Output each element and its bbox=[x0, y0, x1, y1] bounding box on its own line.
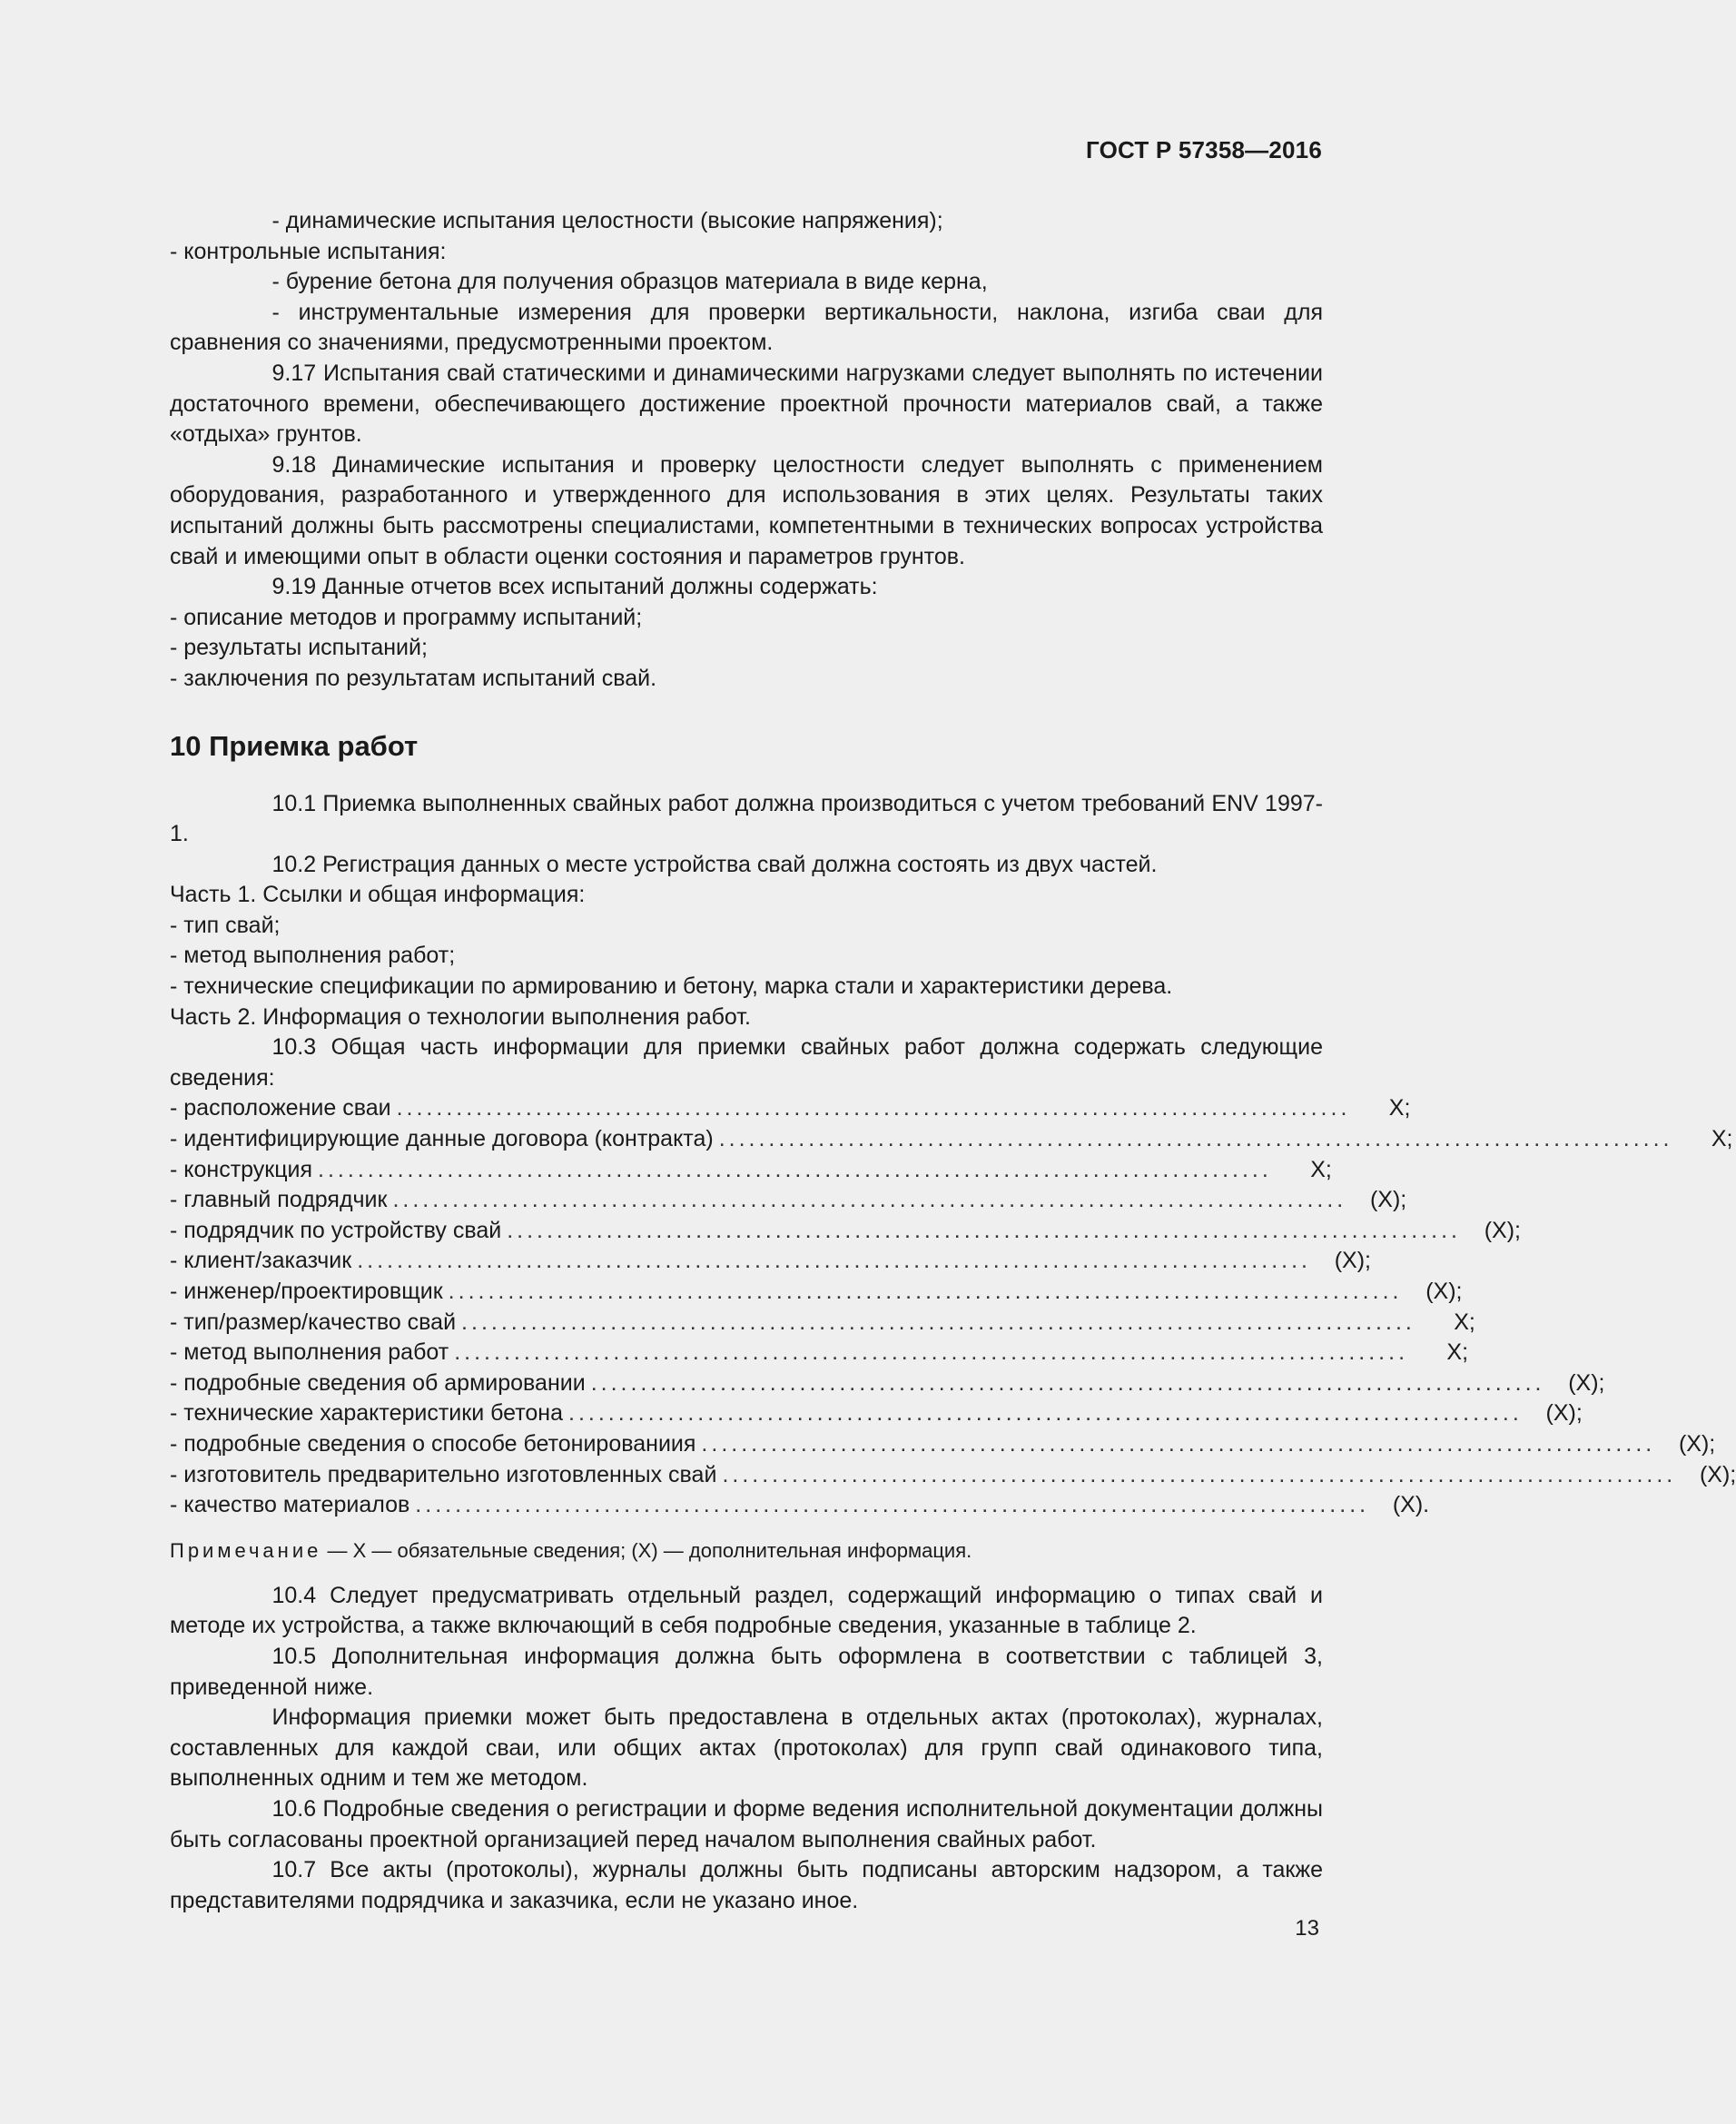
paragraph: - инструментальные измерения для проверки вертикальности, наклона, изгиба сваи для сравнения со значениями, предусмотренными проектом. bbox=[170, 299, 1323, 356]
list-item: - описание методов и программу испытаний; bbox=[170, 604, 643, 630]
document-code: ГОСТ Р 57358—2016 bbox=[1086, 136, 1322, 163]
item-value: X; bbox=[1446, 1339, 1469, 1366]
dotted-list-item bbox=[170, 1338, 1469, 1368]
paragraph: Часть 1. Ссылки и общая информация: bbox=[170, 882, 586, 908]
leader-dots: ................................................................................................ bbox=[396, 1095, 1351, 1121]
paragraph-10-3: 10.3 Общая часть информации для приемки свайных работ должна содержать следующие сведения: bbox=[170, 1034, 1323, 1091]
dotted-list-item bbox=[170, 1429, 1716, 1460]
item-label: - технические характеристики бетона bbox=[170, 1400, 563, 1427]
list-item: - результаты испытаний; bbox=[170, 635, 428, 661]
dotted-list-item bbox=[170, 1216, 1521, 1247]
leader-dots: ................................................................................................ bbox=[357, 1248, 1311, 1274]
item-label: - метод выполнения работ bbox=[170, 1339, 449, 1366]
leader-dots: ................................................................................................ bbox=[415, 1492, 1370, 1518]
note bbox=[170, 1537, 1323, 1565]
paragraph: Информация приемки может быть предоставлена в отдельных актах (протоколах), журналах, составленных для каждой сваи, или общих актах (протоколах) для групп свай одинакового типа, выполненных одним и тем же методом. bbox=[170, 1704, 1323, 1792]
leader-dots: ................................................................................................ bbox=[718, 1126, 1673, 1152]
item-label: - тип/размер/качество свай bbox=[170, 1309, 457, 1335]
leader-dots: ................................................................................................ bbox=[568, 1400, 1523, 1427]
item-label: - идентифицирующие данные договора (контракта) bbox=[170, 1126, 714, 1152]
dotted-list-item bbox=[170, 1398, 1583, 1429]
dotted-list-item bbox=[170, 1460, 1736, 1491]
item-label: - инженер/проектировщик bbox=[170, 1279, 443, 1304]
paragraph: - бурение бетона для получения образцов материала в виде керна, bbox=[271, 269, 988, 295]
dotted-list-item bbox=[170, 1277, 1463, 1308]
item-value: (X); bbox=[1484, 1217, 1521, 1243]
dotted-list-item bbox=[170, 1124, 1733, 1155]
leader-dots: ................................................................................................ bbox=[454, 1339, 1409, 1366]
item-value: X; bbox=[1711, 1126, 1733, 1152]
note-prefix: Примечание bbox=[170, 1538, 322, 1562]
item-label: - подрядчик по устройству свай bbox=[170, 1217, 502, 1243]
leader-dots: ................................................................................................ bbox=[461, 1309, 1415, 1335]
paragraph: Часть 2. Информация о технологии выполнения работ. bbox=[170, 1003, 751, 1030]
dotted-list-item bbox=[170, 1490, 1430, 1521]
item-label: - главный подрядчик bbox=[170, 1187, 388, 1213]
section-heading: 10 Приемка работ bbox=[170, 729, 419, 762]
leader-dots: ................................................................................................ bbox=[590, 1369, 1545, 1396]
leader-dots: ................................................................................................ bbox=[448, 1279, 1403, 1304]
item-value: (X); bbox=[1699, 1461, 1736, 1487]
leader-dots: ................................................................................................ bbox=[722, 1461, 1677, 1487]
item-value: (X); bbox=[1545, 1400, 1583, 1427]
dotted-list-item bbox=[170, 1155, 1332, 1186]
item-label: - изготовитель предварительно изготовленных свай bbox=[170, 1461, 717, 1487]
dotted-list-item bbox=[170, 1308, 1475, 1339]
item-label: - конструкция bbox=[170, 1156, 313, 1182]
list-item: - тип свай; bbox=[170, 912, 281, 938]
item-label: - качество материалов bbox=[170, 1492, 410, 1518]
list-item: - заключения по результатам испытаний свай. bbox=[170, 665, 657, 691]
item-label: - клиент/заказчик bbox=[170, 1248, 352, 1274]
paragraph-10-6: 10.6 Подробные сведения о регистрации и форме ведения исполнительной документации должны быть согласованы проектной организацией перед началом выполнения свайных работ. bbox=[170, 1795, 1323, 1852]
dotted-list-item bbox=[170, 1368, 1605, 1399]
item-value: (X); bbox=[1334, 1248, 1371, 1274]
note-text: — X — обязательные сведения; (X) — дополнительная информация. bbox=[321, 1538, 972, 1562]
item-label: - подробные сведения о способе бетонированиия bbox=[170, 1430, 696, 1457]
paragraph-10-2: 10.2 Регистрация данных о месте устройства свай должна состоять из двух частей. bbox=[271, 851, 1158, 877]
dotted-list-item bbox=[170, 1185, 1407, 1216]
item-label: - подробные сведения об армировании bbox=[170, 1369, 586, 1396]
item-value: (X). bbox=[1392, 1492, 1430, 1518]
leader-dots: ................................................................................................ bbox=[318, 1156, 1272, 1182]
paragraph-9-17: 9.17 Испытания свай статическими и динамическими нагрузками следует выполнять по истечении достаточного времени, обеспечивающего достижение проектной прочности материалов свай, а также «отдыха» грунтов. bbox=[170, 360, 1323, 448]
dotted-list-item bbox=[170, 1093, 1411, 1124]
item-value: (X); bbox=[1369, 1187, 1407, 1213]
item-value: X; bbox=[1454, 1309, 1475, 1335]
page-number: 13 bbox=[1295, 1916, 1319, 1941]
dotted-list-item bbox=[170, 1246, 1371, 1277]
list-item: - технические спецификации по армированию и бетону, марка стали и характеристики дерева. bbox=[170, 973, 1173, 1000]
paragraph-10-1: 10.1 Приемка выполненных свайных работ должна производиться с учетом требований ENV 1997-1. bbox=[170, 790, 1323, 847]
dotted-list bbox=[170, 1093, 1736, 1520]
leader-dots: ................................................................................................ bbox=[392, 1187, 1347, 1213]
page-body bbox=[170, 206, 1736, 1916]
item-label: - расположение сваи bbox=[170, 1095, 391, 1121]
leader-dots: ................................................................................................ bbox=[701, 1430, 1656, 1457]
paragraph-10-7: 10.7 Все акты (протоколы), журналы должны быть подписаны авторским надзором, а также представителями подрядчика и заказчика, если не указано иное. bbox=[170, 1857, 1323, 1913]
paragraph-9-19: 9.19 Данные отчетов всех испытаний должны содержать: bbox=[271, 574, 878, 600]
item-value: X; bbox=[1388, 1095, 1411, 1121]
paragraph: - контрольные испытания: bbox=[170, 238, 447, 264]
item-value: (X); bbox=[1425, 1279, 1463, 1304]
paragraph-9-18: 9.18 Динамические испытания и проверку целостности следует выполнять с применением оборудования, разработанного и утвержденного для использования в этих целях. Результаты таких испытаний должны быть рассмотрены специалистами, компетентными в технических вопросах устройства свай и имеющими опыт в области оценки состояния и параметров грунтов. bbox=[170, 451, 1323, 569]
item-value: X; bbox=[1310, 1156, 1332, 1182]
paragraph: - динамические испытания целостности (высокие напряжения); bbox=[271, 208, 943, 233]
item-value: (X); bbox=[1678, 1430, 1716, 1457]
paragraph-10-5: 10.5 Дополнительная информация должна быть оформлена в соответствии с таблицей 3, приведенной ниже. bbox=[170, 1643, 1323, 1700]
leader-dots: ................................................................................................ bbox=[507, 1217, 1461, 1243]
list-item: - метод выполнения работ; bbox=[170, 943, 456, 969]
paragraph-10-4: 10.4 Следует предусматривать отдельный раздел, содержащий информацию о типах свай и методе их устройства, а также включающий в себя подробные сведения, указанные в таблице 2. bbox=[170, 1582, 1323, 1639]
item-value: (X); bbox=[1568, 1369, 1605, 1396]
